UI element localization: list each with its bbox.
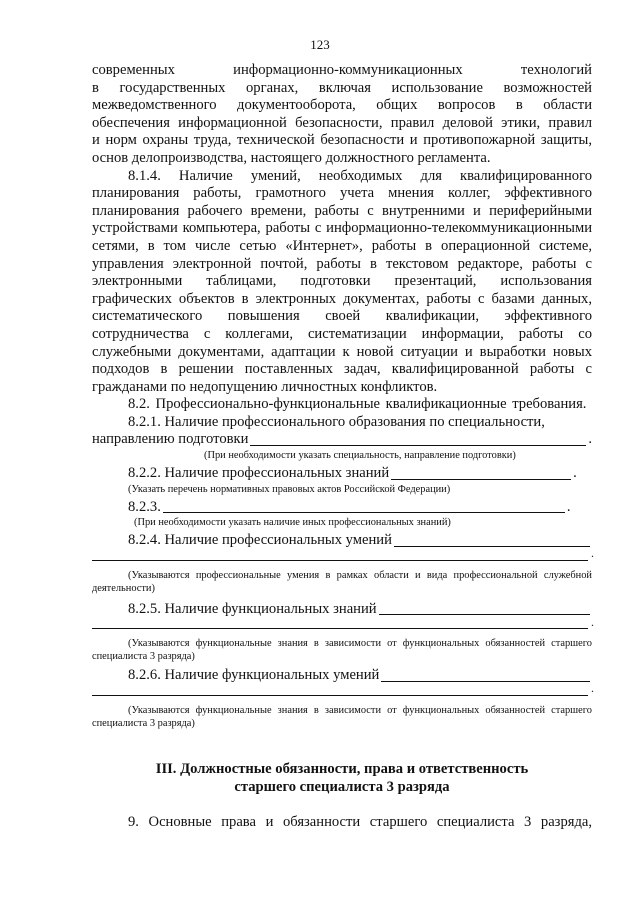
fill-line-full: [92, 681, 594, 696]
line-end-dot: .: [591, 681, 594, 696]
field-label: 8.2.6. Наличие функциональных умений: [128, 667, 380, 684]
paragraph-line: современных информационно-коммуникационных технологий: [92, 62, 592, 78]
paragraph-line: межведомственного документооборота, общих вопросов в области: [92, 97, 592, 114]
field-label: 8.2.3.: [128, 498, 161, 515]
paragraph-line: обеспечения информационной безопасности, правил деловой этики, правил: [92, 114, 592, 131]
paragraph-8-1-4: 8.1.4. Наличие умений, необходимых для квалифицированного планирования работы, грамотного учета мнения коллег, эффективного планирования рабочего времени, работы с внутренними и периферийными устройствами компьютера, работы с информационно-телекоммуникационными сетями, в том числе сетью «Интернет», работы в операционной системе, управления электронной почтой, работы в текстовом редакторе, работы с электронными таблицами, подготовки презентаций, использования графических объектов в электронных документах, работы с базами данных, систематического повышения своей квалификации, эффективного сотрудничества с коллегами, систематизации информации, работы со служебными документами, адаптации к новой ситуации и выработки новых подходов в решении поставленных задач, квалифицированной работы с гражданами по недопущению личностных конфликтов.: [92, 167, 592, 395]
note-8-2-3: (При необходимости указать наличие иных профессиональных знаний): [134, 517, 451, 529]
note-8-2-2: (Указать перечень нормативных правовых актов Российской Федерации): [128, 483, 451, 495]
fill-line-full: [92, 546, 594, 561]
note-8-2-4: (Указываются профессиональные умения в рамках области и вида профессиональной служебной деятельности): [92, 569, 592, 594]
field-label: направлению подготовки: [92, 431, 249, 448]
field-label: 8.2.2. Наличие профессиональных знаний: [128, 465, 390, 482]
note-8-2-6: (Указываются функциональные знания в зависимости от функциональных обязанностей старшего специалиста 3 разряда): [92, 705, 592, 730]
section-heading-subtitle: старшего специалиста 3 разряда: [234, 779, 450, 796]
fill-line-full: [92, 614, 594, 629]
note-8-2-5: (Указываются функциональные знания в зависимости от функциональных обязанностей старшего специалиста 3 разряда): [92, 638, 592, 663]
field-label: 8.2.4. Наличие профессиональных умений: [128, 532, 392, 549]
line-end-dot: .: [591, 546, 594, 561]
document-body: [92, 62, 592, 832]
line-end-dot: .: [591, 614, 594, 629]
line-end-dot: .: [588, 431, 592, 448]
field-8-2-1: [92, 431, 592, 449]
field-8-2-4: [92, 532, 592, 550]
field-8-2-5: [92, 601, 592, 619]
paragraph-8-2: 8.2. Профессионально-функциональные квалификационные требования.: [128, 396, 587, 413]
field-label: 8.2.5. Наличие функциональных знаний: [128, 600, 377, 617]
paragraph-8-2-1: 8.2.1. Наличие профессионального образования по специальности,: [128, 413, 545, 430]
paragraph-line: в государственных органах, включая использование возможностей: [92, 79, 592, 96]
section-heading: III. Должностные обязанности, права и ответственность: [155, 761, 529, 778]
fill-line: [379, 601, 590, 615]
fill-line: [250, 432, 586, 446]
fill-line: [163, 499, 565, 513]
line-end-dot: .: [566, 498, 571, 515]
field-8-2-6: [92, 667, 592, 685]
fill-line: [381, 668, 590, 682]
paragraph-line: и норм охраны труда, технической безопасности и противопожарной защиты,: [92, 132, 592, 149]
field-8-2-3: [92, 499, 592, 517]
page-number: 123: [310, 37, 330, 52]
fill-line: [394, 533, 590, 547]
note-8-2-1: (При необходимости указать специальность, направление подготовки): [204, 450, 516, 462]
field-8-2-2: [92, 465, 592, 483]
paragraph-9: 9. Основные права и обязанности старшего специалиста 3 разряда,: [128, 814, 592, 831]
fill-line: [391, 466, 571, 480]
paragraph-line: основ делопроизводства, настоящего должностного регламента.: [92, 149, 491, 166]
line-end-dot: .: [573, 465, 577, 482]
